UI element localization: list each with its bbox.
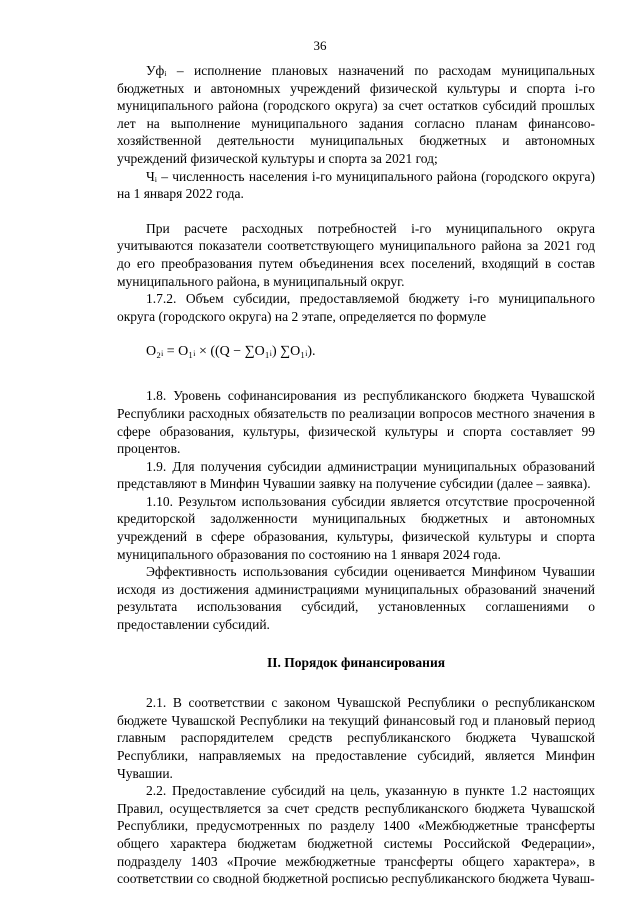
spacer (117, 203, 595, 220)
paragraph-1-7-2: 1.7.2. Объем субсидии, предоставляемой бюджету i-го муниципального округа (городского округа) на 2 этапе, определяется по формуле (117, 291, 595, 324)
paragraph-1-10: 1.10. Результом использования субсидии является отсутствие просроченной кредиторской задолженности муниципальных бюджетных и автономных учреждений в сфере образования, культуры, физической культуры и спорта муниципального образования по состоянию на 1 января 2024 года. (117, 493, 595, 562)
page-content (117, 62, 595, 888)
paragraph-2-1: 2.1. В соответствии с законом Чувашской Республики о республиканском бюджете Чувашской Республики на текущий финансовый год и плановый период главным распорядителем средств республиканского бюджета Чувашской Республики, направляемых на предоставление субсидий, является Минфин Чувашии. (117, 695, 595, 781)
subsidy-formula (146, 343, 595, 365)
paragraph-1-9: 1.9. Для получения субсидии администрации муниципальных образований представляют в Минфин Чувашии заявку на получение субсидии (далее – заявка). (117, 458, 595, 492)
formula-text: O₂ᵢ = O₁ᵢ × ((Q − ∑O₁ᵢ) ∑O₁ᵢ). (146, 344, 316, 360)
paragraph-1-8: 1.8. Уровень софинансирования из республиканского бюджета Чувашской Республики расходных обязательств по реализации вопросов местного значения в сфере образования, культуры, физической культуры и спорта составляет 99 процентов. (117, 388, 595, 457)
paragraph-2-2: 2.2. Предоставление субсидий на цель, указанную в пункте 1.2 настоящих Правил, осуществляется за счет средств республиканского бюджета Чувашской Республики, предусмотренных по разделу 1400 «Межбюджетные трансферты общего характера бюджетам бюджетной системы Российской Федерации», подразделу 1403 «Прочие межбюджетные трансферты общего характера», в соответствии со сводной бюджетной росписью республиканского бюджета Чуваш- (117, 783, 595, 887)
paragraph-ch-definition: Чᵢ – численность населения i-го муниципального района (городского округа) на 1 января 2022 года. (117, 168, 595, 202)
paragraph-municipal-district-note: При расчете расходных потребностей i-го муниципального округа учитываются показатели соответствующего муниципального района за 2021 год до его преобразования путем объединения всех поселений, входящий в состав муниципального района, в муниципальный округ. (117, 220, 595, 289)
page-number: 36 (313, 38, 327, 53)
section-heading: II. Порядок финансирования (266, 654, 446, 670)
paragraph-uf-definition: Уфᵢ – исполнение плановых назначений по расходам муниципальных бюджетных и автономных учреждений физической культуры и спорта i-го муниципального района (городского округа) за счет остатков субсидий прошлых лет на выполнение муниципального задания согласно планам финансово-хозяйственной деятельности муниципальных бюджетных и автономных учреждений физической культуры и спорта за 2021 год; (117, 63, 595, 166)
paragraph-effectiveness: Эффективность использования субсидии оценивается Минфином Чувашии исходя из достижения администрациями муниципальных образований значений результата использования субсидий, установленных соглашениями о предоставлении субсидий. (117, 564, 595, 633)
